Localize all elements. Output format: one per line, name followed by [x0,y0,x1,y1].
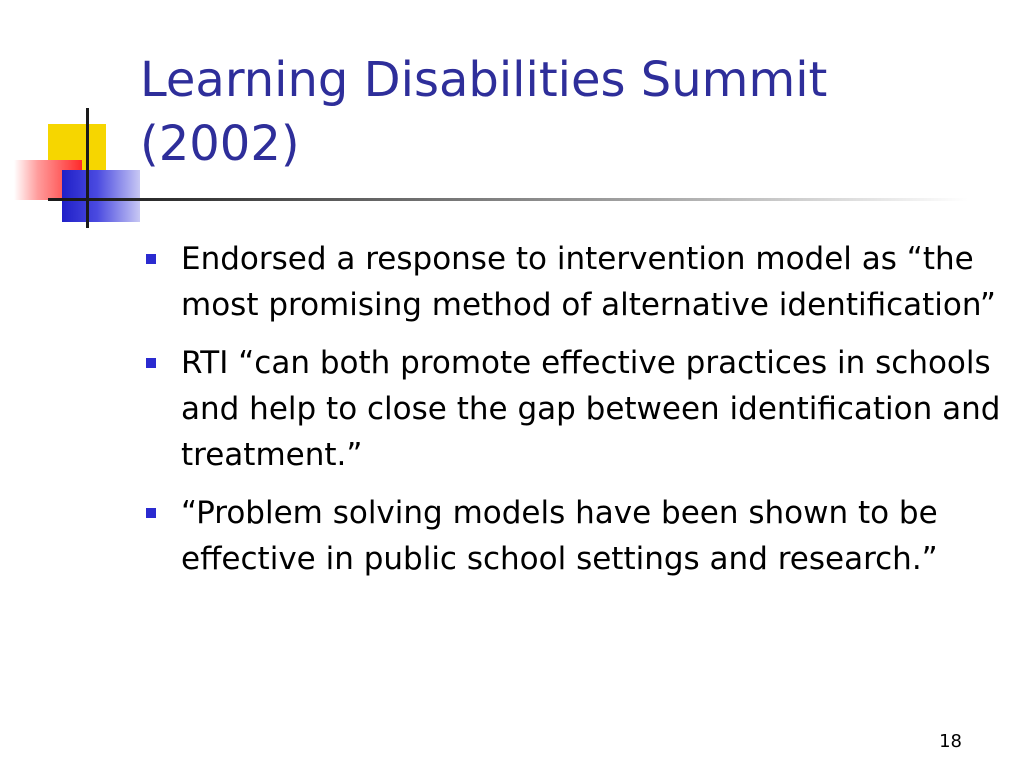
bullet-list [140,236,1010,594]
page-number: 18 [939,731,962,752]
square-bullet-icon [146,254,156,264]
square-bullet-icon [146,358,156,368]
bullet-text: “Problem solving models have been shown to be effective in public school settings and research.” [181,495,938,577]
title-underline-rule [86,198,968,201]
bullet-item [140,490,1010,582]
square-bullet-icon [146,508,156,518]
bullet-text: RTI “can both promote effective practices in schools and help to close the gap between identification and treatment.” [181,345,1001,473]
bullet-item [140,236,1010,328]
decorative-vertical-line [86,108,89,228]
bullet-text: Endorsed a response to intervention model as “the most promising method of alternative identification” [181,241,996,323]
decorative-blue-square [62,170,140,222]
slide-title: Learning Disabilities Summit (2002) [140,52,828,172]
bullet-item [140,340,1010,478]
